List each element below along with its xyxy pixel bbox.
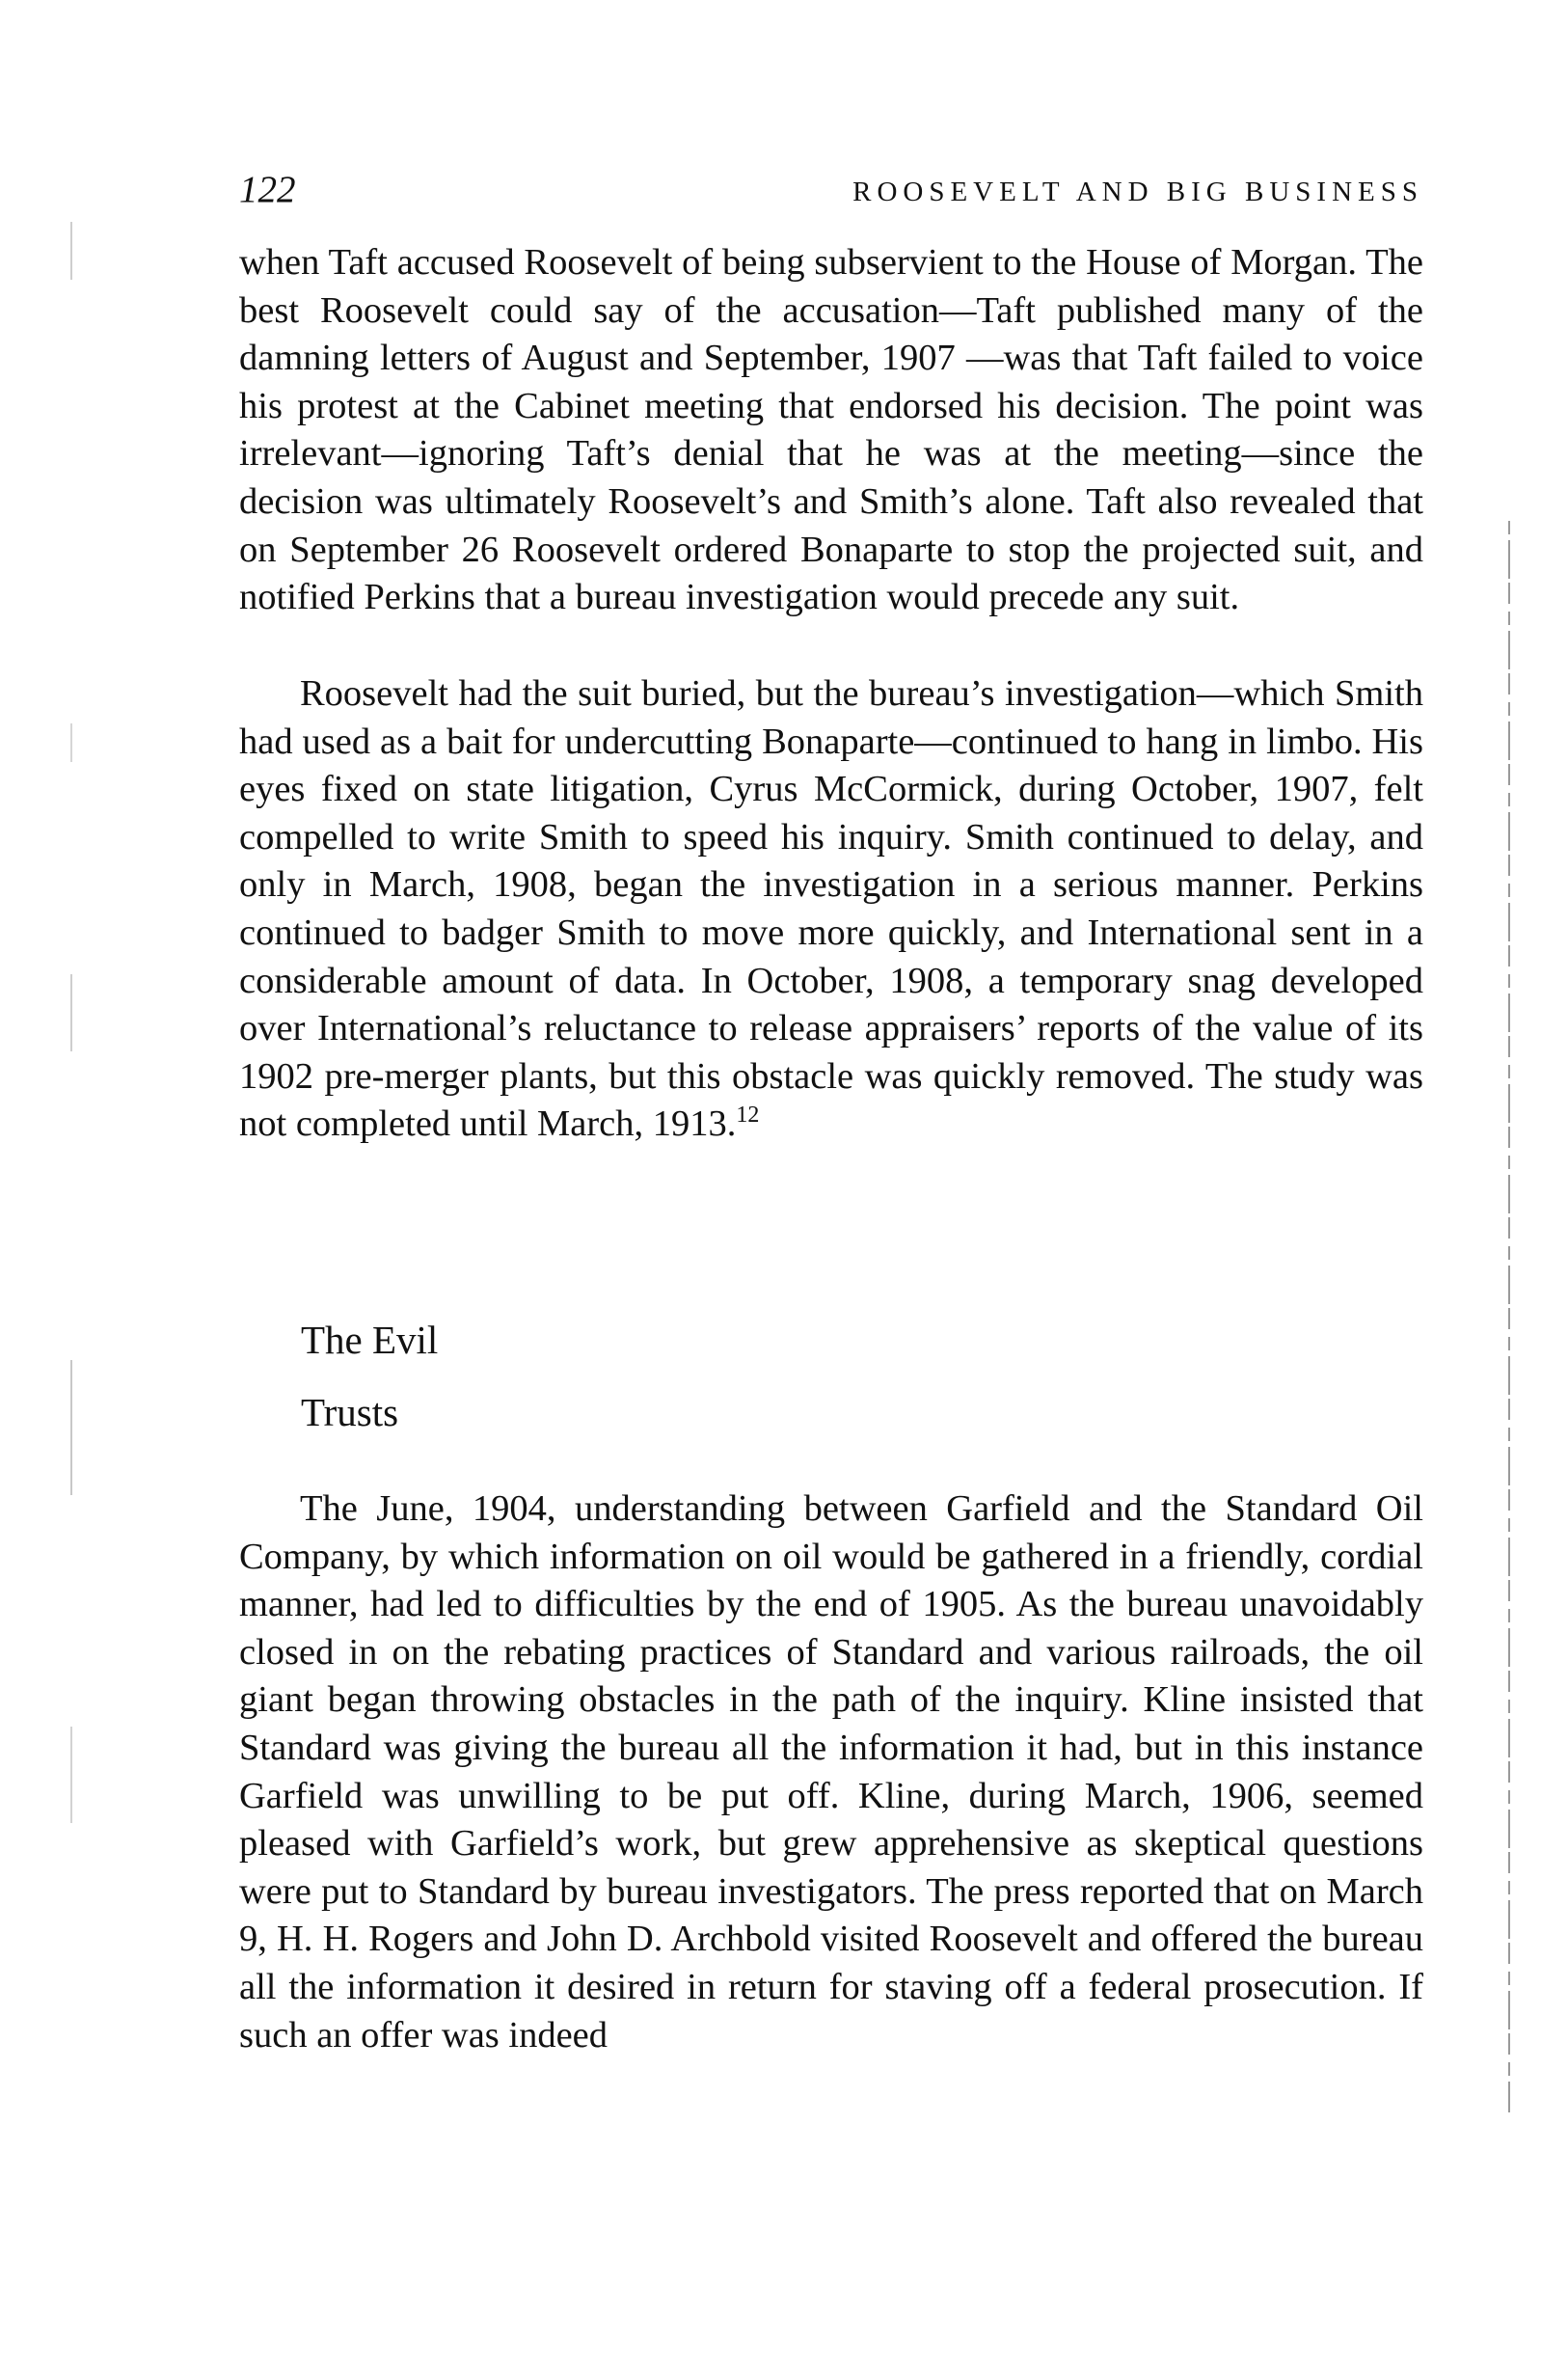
section-heading-line-2: Trusts bbox=[301, 1390, 399, 1434]
scan-shadow-right bbox=[1506, 521, 1512, 2112]
paragraph-2-text: Roosevelt had the suit buried, but the bureau’s investigation—which Smith had used as a bait for undercutting Bonaparte—continued to hang in limbo. His eyes fixed on state litigation, Cyrus McCormick, during October, 1907, felt compelled to write Smith to speed his inquiry. Smith continued to delay, and only in March, 1908, began the investigation in a serious manner. Perkins continued to badger Smith to move more quickly, and International sent in a considerable amount of data. In October, 1908, a temporary snag developed over International’s reluctance to release appraisers’ reports of the value of its 1902 pre-merger plants, but this obstacle was quickly removed. The study was not completed until March, 1913. bbox=[239, 673, 1423, 1145]
section-heading-line-1: The Evil bbox=[301, 1318, 439, 1362]
scan-shadow-left bbox=[69, 222, 73, 1881]
paragraph-2-body bbox=[239, 670, 1423, 1149]
paragraph-3-text: The June, 1904, understanding between Garfield and the Standard Oil Company, by which information on oil would be gathered in a friendly, cordial manner, had led to difficulties by the end of 1905. As the bureau unavoidably closed in on the rebating practices of Standard and various railroads, the oil giant began throwing obstacles in the path of the inquiry. Kline insisted that Standard was giving the bureau all the information it had, but in this instance Garfield was unwilling to be put off. Kline, during March, 1906, seemed pleased with Garfield’s work, but grew apprehensive as skeptical questions were put to Standard by bureau investigators. The press reported that on March 9, H. H. Rogers and John D. Archbold visited Roosevelt and offered the bureau all the information it desired in return for staving off a federal prosecution. If such an offer was indeed bbox=[239, 1488, 1423, 2056]
running-head bbox=[239, 166, 1423, 214]
paragraph-2 bbox=[239, 670, 1423, 1149]
paragraph-3 bbox=[239, 1485, 1423, 2059]
footnote-reference: 12 bbox=[736, 1103, 760, 1129]
page-number: 122 bbox=[239, 169, 296, 210]
paragraph-1-text: when Taft accused Roosevelt of being subservient to the House of Morgan. The best Roosevelt could say of the accusation—Taft published many of the damning letters of August and September, 1907 —was that Taft failed to voice his protest at the Cabinet meeting that endorsed his decision. The point was irrelevant—ignoring Taft’s denial that he was at the meeting—since the decision was ultimately Roosevelt’s and Smith’s alone. Taft also revealed that on September 26 Roosevelt ordered Bonaparte to stop the projected suit, and notified Perkins that a bureau investigation would precede any suit. bbox=[239, 242, 1423, 618]
running-title: ROOSEVELT AND BIG BUSINESS bbox=[852, 177, 1423, 207]
section-heading bbox=[301, 1304, 438, 1449]
paragraph-1 bbox=[239, 239, 1423, 622]
